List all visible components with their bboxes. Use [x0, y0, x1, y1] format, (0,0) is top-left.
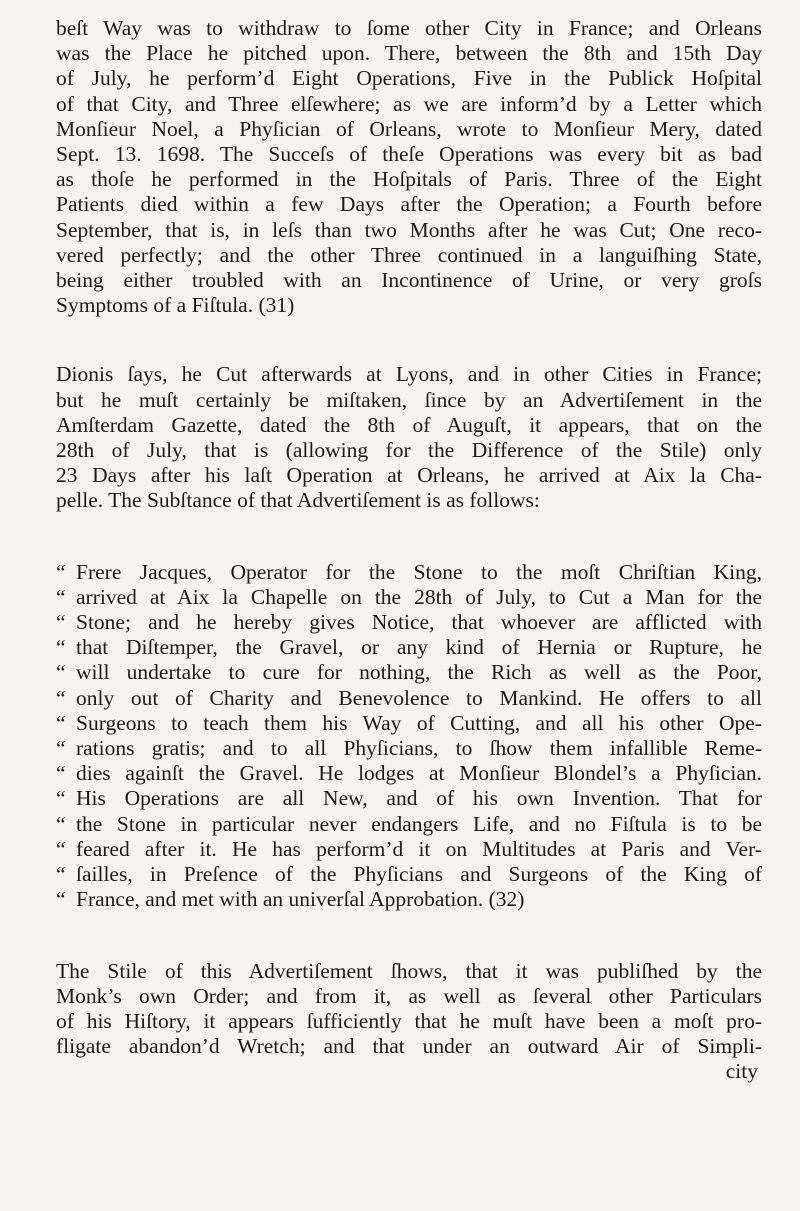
quote-mark: “: [56, 836, 66, 861]
paragraph-stile: [56, 959, 762, 1060]
quote-text: Stone; and he hereby gives Notice, that whoever are afflicted with: [76, 610, 762, 635]
quote-text: only out of Charity and Benevolence to Mankind. He offers to all: [76, 685, 762, 710]
quote-mark: “: [56, 660, 66, 685]
catchword: city: [725, 1059, 758, 1084]
quote-line: [56, 761, 762, 786]
quote-line: [56, 887, 762, 912]
paragraph-spacer: [56, 318, 762, 362]
text-line: as thoſe he performed in the Hoſpitals of Paris. Three of the Eight: [56, 167, 762, 192]
quote-text: ſailles, in Preſence of the Phyſicians and Surgeons of the King of: [76, 862, 762, 887]
text-line: The Stile of this Advertiſement ſhows, that it was publiſhed by the: [56, 958, 762, 983]
text-line: being either troubled with an Incontinence of Urine, or very groſs: [56, 268, 762, 293]
quote-line: [56, 786, 762, 811]
quote-line: [56, 711, 762, 736]
quote-text: France, and met with an univerſal Approbation. (32): [76, 887, 525, 912]
quote-mark: “: [56, 786, 66, 811]
quote-mark: “: [56, 685, 66, 710]
text-line: fligate abandon’d Wretch; and that under an outward Air of Simpli-: [56, 1034, 762, 1059]
text-line: but he muſt certainly be miſtaken, ſince by an Advertiſement in the: [56, 387, 762, 412]
quote-mark: “: [56, 584, 66, 609]
quote-line: [56, 660, 762, 685]
text-line: Symptoms of a Fiſtula. (31): [56, 293, 295, 318]
text-line: beſt Way was to withdraw to ſome other City in France; and Orleans: [56, 16, 762, 40]
quote-mark: “: [56, 887, 66, 912]
quote-text: will undertake to cure for nothing, the Rich as well as the Poor,: [76, 660, 762, 685]
quote-text: His Operations are all New, and of his own Invention. That for: [76, 786, 762, 811]
quote-line: [56, 635, 762, 660]
text-line: was the Place he pitched upon. There, between the 8th and 15th Day: [56, 41, 762, 66]
quote-text: that Diſtemper, the Gravel, or any kind of Hernia or Rupture, he: [76, 635, 762, 660]
quote-mark: “: [56, 736, 66, 761]
text-line: of his Hiſtory, it appears ſufficiently that he muſt have been a moſt pro-: [56, 1008, 762, 1033]
text-line: Dionis ſays, he Cut afterwards at Lyons, and in other Cities in France;: [56, 362, 762, 387]
text-line: pelle. The Subſtance of that Advertiſement is as follows:: [56, 488, 540, 513]
advertisement-quote: [56, 560, 762, 913]
quote-text: feared after it. He has perform’d it on Multitudes at Paris and Ver-: [76, 836, 762, 861]
text-line: 23 Days after his laſt Operation at Orleans, he arrived at Aix la Cha-: [56, 463, 762, 488]
paragraph-dionis: [56, 362, 762, 513]
quote-text: rations gratis; and to all Phyſicians, to ſhow them infallible Reme-: [76, 736, 762, 761]
text-line: of that City, and Three elſewhere; as we are inform’d by a Letter which: [56, 91, 762, 116]
quote-mark: “: [56, 811, 66, 836]
quote-mark: “: [56, 610, 66, 635]
text-line: Amſterdam Gazette, dated the 8th of Auguſt, it appears, that on the: [56, 412, 762, 437]
quote-line: [56, 736, 762, 761]
quote-text: Surgeons to teach them his Way of Cutting, and all his other Ope-: [76, 710, 762, 735]
text-line: Patients died within a few Days after the Operation; a Fourth before: [56, 192, 762, 217]
paragraph-spacer: [56, 913, 762, 959]
quote-line: [56, 862, 762, 887]
quote-mark: “: [56, 710, 66, 735]
text-line: 28th of July, that is (allowing for the Difference of the Stile) only: [56, 438, 762, 463]
paragraph-spacer: [56, 514, 762, 560]
quote-mark: “: [56, 635, 66, 660]
text-line: vered perfectly; and the other Three continued in a languiſhing State,: [56, 242, 762, 267]
paragraph-orleans-operations: [56, 16, 762, 318]
quote-line: [56, 585, 762, 610]
text-line: of July, he perform’d Eight Operations, Five in the Publick Hoſpital: [56, 66, 762, 91]
quote-text: arrived at Aix la Chapelle on the 28th of July, to Cut a Man for the: [76, 584, 762, 609]
text-line: Monk’s own Order; and from it, as well as ſeveral other Particulars: [56, 983, 762, 1008]
text-line: Monſieur Noel, a Phyſician of Orleans, wrote to Monſieur Mery, dated: [56, 116, 762, 141]
quote-text: the Stone in particular never endangers Life, and no Fiſtula is to be: [76, 811, 762, 836]
quote-line: [56, 812, 762, 837]
quote-line: [56, 610, 762, 635]
quote-mark: “: [56, 761, 66, 786]
quote-text: dies againſt the Gravel. He lodges at Monſieur Blondel’s a Phyſician.: [76, 761, 762, 786]
text-line: September, that is, in leſs than two Months after he was Cut; One reco-: [56, 217, 762, 242]
quote-mark: “: [56, 559, 66, 584]
quote-line: [56, 686, 762, 711]
quote-line: [56, 560, 762, 585]
text-line: Sept. 13. 1698. The Succeſs of theſe Operations was every bit as bad: [56, 142, 762, 167]
quote-line: [56, 837, 762, 862]
quote-text: Frere Jacques, Operator for the Stone to the moſt Chriſtian King,: [76, 559, 762, 584]
quote-mark: “: [56, 862, 66, 887]
